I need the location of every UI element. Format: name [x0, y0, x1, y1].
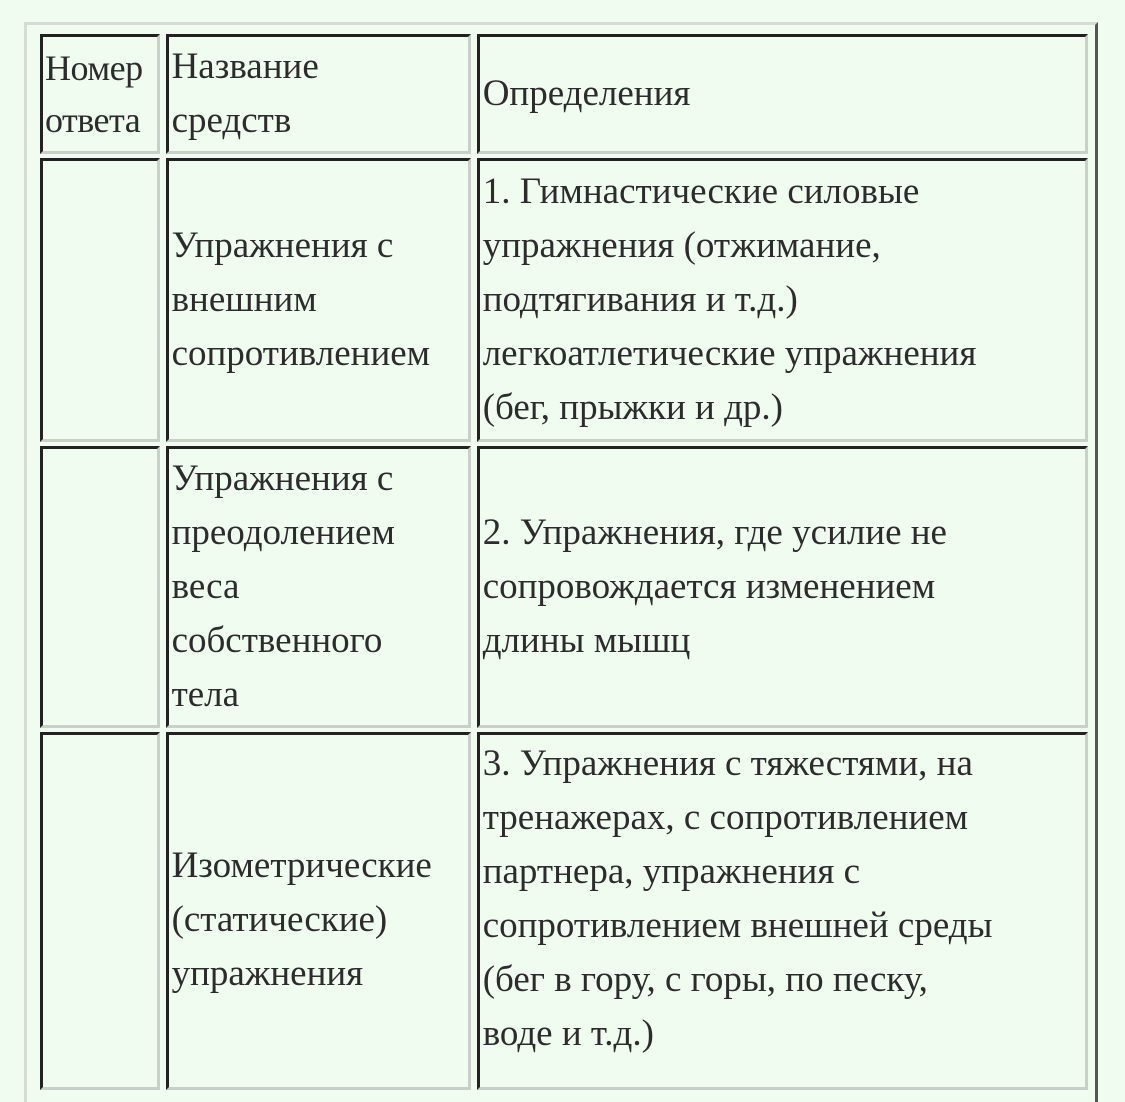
definition-line: (бег в гору, с горы, по песку, — [482, 959, 928, 1000]
header-name-line-1: Название — [171, 46, 319, 87]
header-number-line-1: Номер — [45, 48, 143, 88]
name-line: Упражнения с — [171, 225, 394, 266]
means-name-cell — [166, 732, 471, 1090]
answer-number-cell[interactable] — [40, 158, 160, 442]
definition-line: сопротивлением внешней среды — [482, 905, 993, 946]
name-line: собственного — [171, 620, 383, 661]
name-line: тела — [171, 674, 240, 715]
name-line: веса — [171, 566, 240, 607]
header-definition-cell: Определения — [477, 34, 1088, 154]
definition-line: легкоатлетические упражнения — [482, 333, 977, 374]
header-number-cell — [40, 34, 160, 154]
table-row — [40, 158, 1088, 442]
definition-cell — [477, 158, 1088, 442]
table-row — [40, 732, 1088, 1090]
name-line: внешним — [171, 279, 317, 320]
name-line: преодолением — [171, 512, 395, 553]
name-line: Изометрические — [171, 845, 432, 886]
definition-line: партнера, упражнения с — [482, 851, 861, 892]
definition-line: тренажерах, с сопротивлением — [482, 797, 969, 838]
exercise-matching-table — [34, 30, 1094, 1094]
answer-number-cell[interactable] — [40, 732, 160, 1090]
definition-line: (бег, прыжки и др.) — [482, 387, 783, 428]
means-name-cell — [166, 158, 471, 442]
table-row — [40, 446, 1088, 728]
definition-line: 3. Упражнения с тяжестями, на — [482, 743, 973, 784]
header-row — [40, 34, 1088, 154]
definition-line: 1. Гимнастические силовые — [482, 171, 920, 212]
name-line: упражнения — [171, 953, 364, 994]
name-line: Упражнения с — [171, 458, 394, 499]
header-number-line-2: ответа — [45, 100, 141, 140]
definition-line: длины мышц — [482, 620, 691, 661]
definition-cell — [477, 446, 1088, 728]
definition-line: упражнения (отжимание, — [482, 225, 881, 266]
header-name-line-2: средств — [171, 100, 292, 141]
name-line: (статические) — [171, 899, 388, 940]
definition-line: подтягивания и т.д.) — [482, 279, 798, 320]
definition-line: воде и т.д.) — [482, 1013, 654, 1054]
name-line: сопротивлением — [171, 333, 431, 374]
definition-cell — [477, 732, 1088, 1090]
means-name-cell — [166, 446, 471, 728]
answer-number-cell[interactable] — [40, 446, 160, 728]
definition-line: сопровождается изменением — [482, 566, 936, 607]
definition-line: 2. Упражнения, где усилие не — [482, 512, 947, 553]
header-name-cell — [166, 34, 471, 154]
